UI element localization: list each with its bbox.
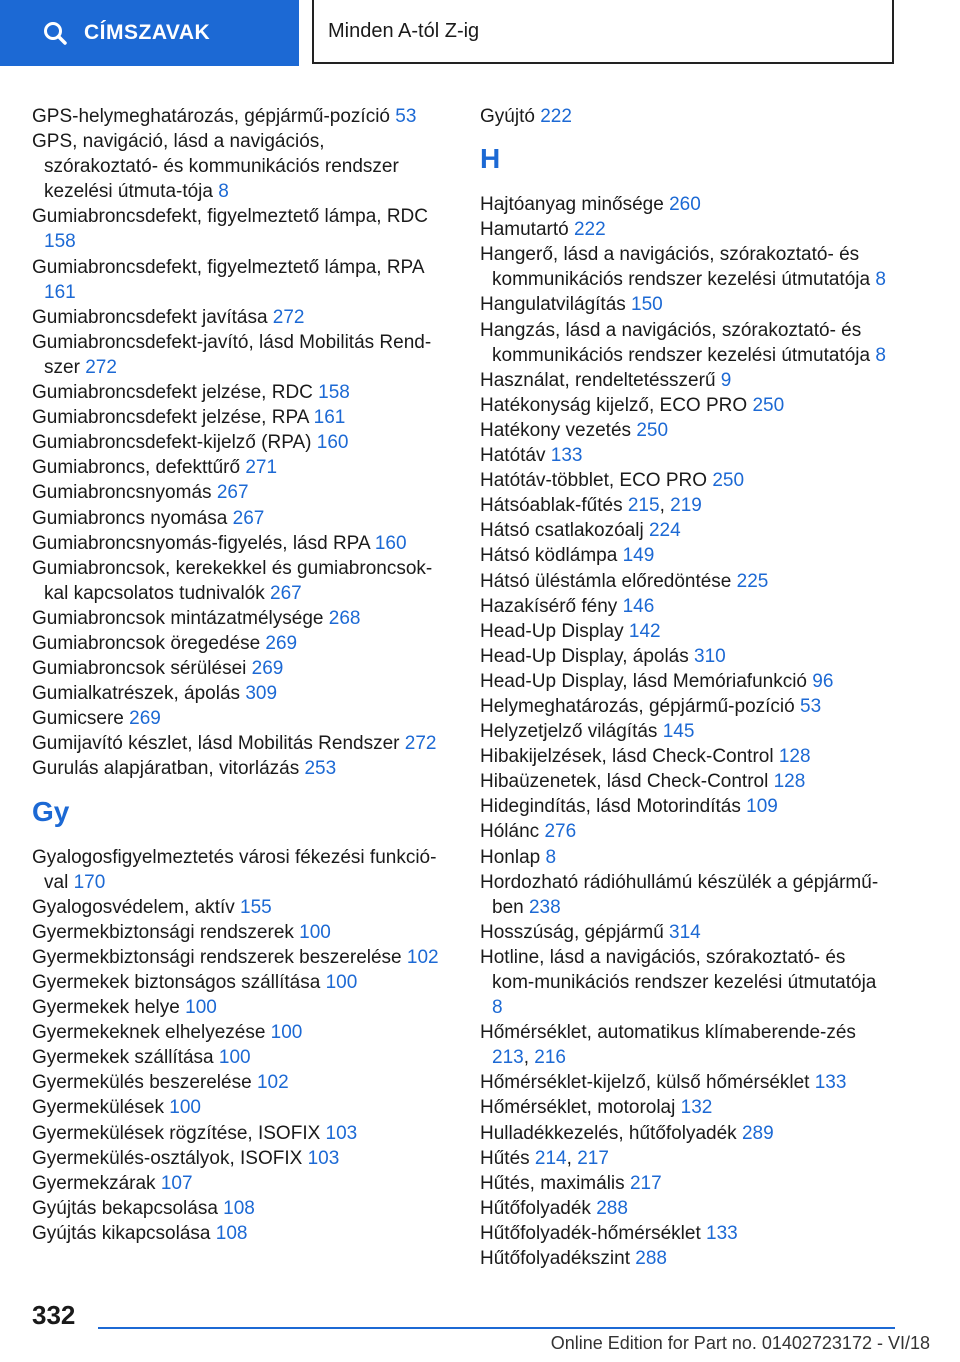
page-link[interactable]: 150	[631, 294, 663, 316]
index-entry	[480, 1221, 890, 1246]
tab-index-label: CÍMSZAVAK	[84, 21, 211, 44]
index-entry-term: GPS-helymeghatározás, gépjármű-pozíció	[32, 106, 391, 127]
index-entry	[32, 305, 442, 330]
index-entry	[32, 631, 442, 656]
index-entry	[480, 242, 890, 292]
index-entry	[480, 1121, 890, 1146]
page-link[interactable]: 108	[223, 1197, 255, 1219]
index-entry	[32, 330, 442, 380]
index-entry	[32, 731, 442, 756]
index-entry-term: Hűtőfolyadékszint	[480, 1248, 630, 1270]
index-entry-term: Hűtőfolyadék	[480, 1197, 591, 1219]
index-entry	[480, 518, 890, 543]
index-entry	[480, 669, 890, 694]
index-entry-term: Hűtőfolyadék-hőmérséklet	[480, 1222, 701, 1244]
page-link[interactable]: 253	[304, 758, 337, 780]
index-entry	[480, 769, 890, 794]
index-entry	[480, 1070, 890, 1095]
page-link[interactable]: 250	[752, 394, 785, 416]
index-entry	[32, 1070, 442, 1095]
index-entry-term: Használat, rendeltetésszerű	[480, 369, 716, 391]
page-link[interactable]: 100	[325, 972, 358, 993]
index-entry	[32, 255, 442, 305]
index-entry	[480, 217, 890, 242]
index-entry-term: Gyermekeknek elhelyezése	[32, 1022, 266, 1044]
page-link[interactable]: 145	[662, 721, 695, 743]
index-entry	[480, 1246, 890, 1271]
search-icon	[42, 20, 68, 46]
index-entry	[480, 192, 890, 217]
page-link[interactable]: 133	[550, 445, 583, 467]
index-entry	[480, 468, 890, 493]
page-link[interactable]: 128	[778, 746, 811, 768]
index-entry-term: Gurulás alapjáratban, vitorlázás	[32, 758, 300, 780]
index-entry-term: Gumiabroncsok, kerekekkel és gumiabroncsok-kal kapcsolatos tudnivalók	[32, 557, 433, 604]
page-link[interactable]: 161	[313, 407, 346, 429]
page-link[interactable]: 250	[636, 419, 669, 441]
index-entry-term: Hátsó csatlakozóalj	[480, 520, 644, 542]
page-link[interactable]: 215	[627, 495, 660, 517]
index-entry-term: Hőmérséklet-kijelző, külső hőmérséklet	[480, 1072, 810, 1094]
page-link[interactable]: 109	[746, 796, 778, 818]
index-entry	[480, 393, 890, 418]
index-entry	[480, 920, 890, 945]
index-entry-term: Hatótáv-többlet, ECO PRO	[480, 470, 708, 492]
index-entry	[32, 1221, 442, 1246]
index-entry	[32, 845, 442, 895]
page-link[interactable]: 100	[218, 1047, 251, 1069]
page-link[interactable]: 269	[251, 658, 284, 680]
index-entry-term: Gyermekzárak	[32, 1172, 156, 1194]
index-entry-term: Gumiabroncsdefekt, figyelmeztető lámpa, RDC	[32, 206, 428, 228]
page-link[interactable]: 9	[720, 369, 732, 391]
page-link[interactable]: 53	[395, 106, 417, 127]
footer-divider	[98, 1327, 895, 1329]
index-entry-term: Gyermekülés beszerelése	[32, 1072, 252, 1094]
index-entry	[480, 870, 890, 920]
page-link[interactable]: 146	[622, 595, 655, 617]
index-entry-term: Gyermekülés-osztályok, ISOFIX	[32, 1147, 303, 1169]
index-entry-term: Gyermekülések rögzítése, ISOFIX	[32, 1122, 321, 1144]
index-entry-term: Hatótáv	[480, 445, 546, 467]
index-entry	[480, 543, 890, 568]
page-link[interactable]: 102	[256, 1072, 289, 1094]
page-link[interactable]: 260	[669, 194, 701, 216]
index-entry	[480, 292, 890, 317]
page-link[interactable]: 222	[573, 219, 606, 241]
index-entry	[480, 845, 890, 870]
index-entry: Hőmérséklet, automatikus klímaberende-zés 213, 216	[480, 1022, 856, 1069]
tab-a-to-z[interactable]	[312, 0, 894, 64]
index-entry-term: Gyermekülések	[32, 1097, 164, 1119]
page-link[interactable]: 103	[307, 1147, 340, 1169]
page-link[interactable]: 108	[215, 1222, 248, 1244]
index-entry	[32, 656, 442, 681]
page-link[interactable]: 8	[875, 344, 886, 366]
page-link[interactable]: 269	[129, 708, 161, 730]
index-entry	[32, 606, 442, 631]
index-entry-term: Gumijavító készlet, lásd Mobilitás Rendszer	[32, 733, 400, 755]
index-entry-term: Gumicsere	[32, 708, 124, 730]
page-link[interactable]: 276	[544, 821, 577, 843]
index-entry	[32, 430, 442, 455]
index-entry	[480, 744, 890, 769]
index-entry-term: Gyermekek biztonságos szállítása	[32, 972, 321, 993]
page-link[interactable]: 96	[812, 670, 834, 692]
page-link[interactable]: 314	[669, 921, 701, 943]
index-entry	[480, 569, 890, 594]
index-entry-term: Hűtés, maximális	[480, 1172, 625, 1194]
index-entry-term: Hordozható rádióhullámú készülék a gépjármű-ben	[480, 871, 879, 918]
page-link[interactable]: 219	[670, 495, 702, 517]
page-link[interactable]: 132	[680, 1097, 713, 1119]
page-link[interactable]: 158	[318, 382, 350, 404]
index-entry-term: Hátsóablak-fűtés	[480, 495, 623, 517]
index-entry-term: Gumiabroncsdefekt jelzése, RPA	[32, 407, 309, 429]
index-entry	[480, 318, 890, 368]
index-entry	[32, 970, 442, 995]
page-link[interactable]: 217	[577, 1147, 609, 1169]
index-entry	[480, 443, 890, 468]
index-entry	[480, 619, 890, 644]
index-entry	[32, 895, 442, 920]
page-link[interactable]: 160	[374, 532, 407, 554]
index-entry-term: Gumiabroncs, defekttűrő	[32, 457, 241, 479]
index-entry	[32, 556, 442, 606]
index-entry	[32, 1121, 442, 1146]
index-entry-term: Gyújtás kikapcsolása	[32, 1222, 211, 1244]
index-entry	[480, 1196, 890, 1221]
page-link[interactable]: 100	[299, 921, 331, 943]
index-entry: Hűtés 214, 217	[480, 1147, 609, 1169]
index-entry	[32, 129, 442, 204]
index-entry	[480, 694, 890, 719]
page-link[interactable]: 133	[814, 1072, 847, 1094]
page-link[interactable]: 269	[265, 632, 298, 654]
index-entry-term: Gyalogosvédelem, aktív	[32, 896, 235, 918]
page-link[interactable]: 161	[44, 281, 76, 303]
index-entry-term: Hibaüzenetek, lásd Check-Control	[480, 771, 769, 793]
index-entry-term: Gyújtó	[480, 106, 535, 127]
page-link[interactable]: 8	[492, 997, 503, 1019]
page-link[interactable]: 224	[648, 520, 681, 542]
index-entry	[32, 995, 442, 1020]
index-entry-term: Head-Up Display, ápolás	[480, 645, 689, 667]
index-entry-term: Head-Up Display	[480, 620, 624, 642]
page-link[interactable]: 155	[240, 896, 272, 918]
index-entry	[480, 104, 890, 129]
page-link[interactable]: 102	[406, 946, 439, 968]
tab-a-to-z-label: Minden A-tól Z-ig	[328, 19, 480, 42]
page-link[interactable]: 310	[694, 645, 726, 667]
page-link[interactable]: 133	[706, 1222, 738, 1244]
index-entry-term: Hűtés	[480, 1147, 530, 1169]
index-entry-term: Hátsó ködlámpa	[480, 545, 618, 567]
index-entry	[32, 756, 442, 781]
index-entry-term: GPS, navigáció, lásd a navigációs, szórakoztató- és kommunikációs rendszer kezelési útmuta-tója	[32, 131, 399, 203]
page-link[interactable]: 222	[540, 106, 572, 127]
page-link[interactable]: 100	[185, 997, 217, 1019]
index-entry	[32, 1045, 442, 1070]
page-link[interactable]: 216	[534, 1047, 566, 1069]
index-column-left	[32, 104, 442, 1246]
index-entry-term: Gyermekbiztonsági rendszerek	[32, 921, 294, 943]
index-entry: Hátsóablak-fűtés 215, 219	[480, 495, 702, 517]
index-entry	[480, 368, 890, 393]
index-entry-term: Hangzás, lásd a navigációs, szórakoztató- és kommunikációs rendszer kezelési útmutatója	[480, 319, 871, 366]
letter-heading: Gy	[32, 795, 70, 827]
index-column-right	[480, 104, 890, 1271]
page-link[interactable]: 272	[404, 733, 437, 755]
index-entry-term: Hőmérséklet, automatikus klímaberende-zés	[480, 1022, 856, 1044]
index-entry-term: Hulladékkezelés, hűtőfolyadék	[480, 1122, 737, 1144]
index-entry-term: Gumiabroncsnyomás-figyelés, lásd RPA	[32, 532, 370, 554]
index-entry	[32, 405, 442, 430]
index-entry-term: Gumiabroncsnyomás	[32, 482, 212, 504]
index-entry	[480, 644, 890, 669]
index-entry	[32, 480, 442, 505]
index-entry-term: Head-Up Display, lásd Memóriafunkció	[480, 670, 807, 692]
index-entry	[480, 819, 890, 844]
index-entry-term: Gumiabroncsok mintázatmélysége	[32, 607, 324, 629]
index-entry-term: Hólánc	[480, 821, 540, 843]
page-link[interactable]: 250	[712, 470, 745, 492]
index-entry-term: Gumiabroncsdefekt javítása	[32, 306, 268, 328]
page-link[interactable]: 288	[596, 1197, 628, 1219]
page-link[interactable]: 8	[218, 181, 229, 203]
page-link[interactable]: 238	[528, 896, 561, 918]
index-entry	[32, 104, 442, 129]
top-navigation	[0, 0, 960, 66]
page-link[interactable]: 267	[216, 482, 249, 504]
page-link[interactable]: 309	[245, 683, 278, 705]
index-entry	[480, 794, 890, 819]
index-entry	[480, 1171, 890, 1196]
page-link[interactable]: 149	[622, 545, 655, 567]
index-entry	[480, 594, 890, 619]
index-entry-term: Gyermekbiztonsági rendszerek beszerelése	[32, 946, 402, 968]
page-link[interactable]: 271	[245, 457, 278, 479]
index-entry-term: Honlap	[480, 846, 541, 868]
index-entry	[32, 506, 442, 531]
page-link[interactable]: 272	[85, 356, 117, 378]
page-link[interactable]: 53	[800, 695, 822, 717]
index-entry-term: Gyalogosfigyelmeztetés városi fékezési funkció-val	[32, 846, 437, 893]
index-entry	[32, 204, 442, 254]
index-entry-term: Gyújtás bekapcsolása	[32, 1197, 218, 1219]
page-link[interactable]: 100	[270, 1022, 303, 1044]
index-entry-term: Hazakísérő fény	[480, 595, 618, 617]
page-link[interactable]: 170	[73, 871, 106, 893]
index-entry-term: Hibakijelzések, lásd Check-Control	[480, 746, 774, 768]
page-link[interactable]: 225	[736, 570, 769, 592]
index-entry-term: Gumiabroncsok öregedése	[32, 632, 261, 654]
page-link[interactable]: 267	[232, 507, 265, 529]
page-link[interactable]: 268	[328, 607, 361, 629]
index-entry-term: Hamutartó	[480, 219, 569, 241]
index-entry	[32, 706, 442, 731]
index-entry-term: Hátsó üléstámla előredöntése	[480, 570, 732, 592]
page-link[interactable]: 100	[169, 1097, 201, 1119]
index-entry	[32, 380, 442, 405]
page-link[interactable]: 289	[741, 1122, 774, 1144]
index-entry	[32, 920, 442, 945]
index-entry-term: Gyermekek helye	[32, 997, 180, 1019]
index-entry-term: Gumiabroncsdefekt-kijelző (RPA)	[32, 432, 312, 454]
index-entry-term: Hosszúság, gépjármű	[480, 921, 664, 943]
page-link[interactable]: 107	[160, 1172, 193, 1194]
index-entry	[480, 719, 890, 744]
index-entry-term: Helyzetjelző világítás	[480, 721, 658, 743]
index-entry	[32, 945, 442, 970]
page-link[interactable]: 142	[628, 620, 661, 642]
index-entry-term: Hajtóanyag minősége	[480, 194, 664, 216]
index-entry-term: Hangulatvilágítás	[480, 294, 626, 316]
page-link[interactable]: 272	[272, 306, 305, 328]
index-entry-term: Gumiabroncs nyomása	[32, 507, 228, 529]
index-entry	[480, 1095, 890, 1120]
index-entry-term: Helymeghatározás, gépjármű-pozíció	[480, 695, 795, 717]
letter-heading: H	[480, 143, 501, 175]
page-number: 332	[32, 1300, 76, 1330]
page-link[interactable]: 214	[534, 1147, 567, 1169]
index-entry-term: Hatékony vezetés	[480, 419, 632, 441]
index-entry	[480, 418, 890, 443]
index-entry-term: Gumiabroncsdefekt, figyelmeztető lámpa, RPA	[32, 256, 424, 278]
edition-text: Online Edition for Part no. 01402723172 - VI/18	[550, 1333, 930, 1353]
index-entry	[32, 1020, 442, 1045]
index-entry	[32, 1095, 442, 1120]
page-link[interactable]: 8	[875, 269, 886, 291]
index-entry	[32, 455, 442, 480]
index-entry	[32, 1196, 442, 1221]
index-entry	[32, 681, 442, 706]
page-link[interactable]: 217	[629, 1172, 662, 1194]
index-entry	[480, 945, 890, 1020]
index-entry-term: Gyermekek szállítása	[32, 1047, 214, 1069]
index-entry	[32, 1171, 442, 1196]
tab-index[interactable]	[0, 0, 299, 66]
page-link[interactable]: 8	[545, 846, 557, 868]
index-entry-term: Hotline, lásd a navigációs, szórakoztató- és kom-munikációs rendszer kezelési útmutatója	[480, 946, 877, 993]
page-link[interactable]: 128	[773, 771, 806, 793]
page-link[interactable]: 160	[316, 432, 349, 454]
index-entry-term: Hőmérséklet, motorolaj	[480, 1097, 676, 1119]
page-link[interactable]: 267	[270, 582, 302, 604]
page-link[interactable]: 103	[325, 1122, 358, 1144]
page-link[interactable]: 213	[492, 1047, 524, 1069]
index-entry-term: Hidegindítás, lásd Motorindítás	[480, 796, 741, 818]
page-link[interactable]: 158	[44, 231, 76, 253]
index-entry-term: Gumialkatrészek, ápolás	[32, 683, 241, 705]
index-entry-term: Hatékonyság kijelző, ECO PRO	[480, 394, 748, 416]
index-entry-term: Hangerő, lásd a navigációs, szórakoztató- és kommunikációs rendszer kezelési útmutatója	[480, 244, 871, 291]
index-entry-term: Gumiabroncsdefekt-javító, lásd Mobilitás Rend-szer	[32, 331, 432, 378]
index-entry	[32, 1146, 442, 1171]
index-entry-term: Gumiabroncsdefekt jelzése, RDC	[32, 382, 313, 404]
page-link[interactable]: 288	[635, 1248, 667, 1270]
index-entry-term: Gumiabroncsok sérülései	[32, 658, 247, 680]
index-entry	[32, 531, 442, 556]
